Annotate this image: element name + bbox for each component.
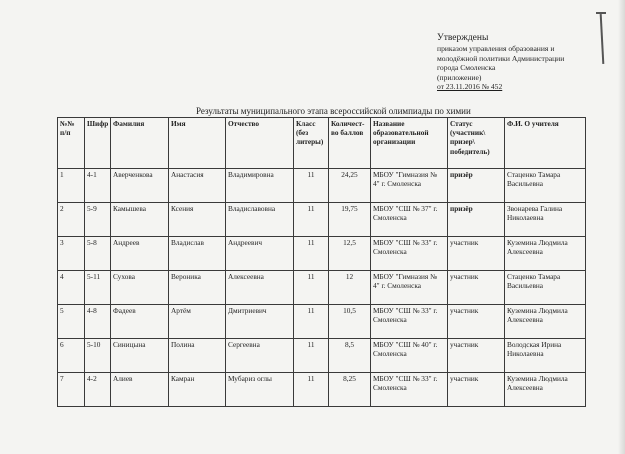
col-header: Статус (участник\ призер\ победитель) xyxy=(448,118,505,169)
col-header: №№ п/п xyxy=(58,118,85,169)
table-row xyxy=(58,373,586,407)
participant-code: 4-2 xyxy=(85,373,111,407)
school-cell: МБОУ "Гимназия № 4" г. Смоленска xyxy=(371,271,448,305)
table-row xyxy=(58,169,586,203)
score-cell: 10,5 xyxy=(329,305,371,339)
col-header: Отчество xyxy=(226,118,294,169)
table-row xyxy=(58,339,586,373)
patronymic-cell: Сергеевна xyxy=(226,339,294,373)
status-cell: участник xyxy=(448,373,505,407)
approval-line: города Смоленска xyxy=(437,63,496,73)
name-cell: Камран xyxy=(169,373,226,407)
participant-code: 5-8 xyxy=(85,237,111,271)
score-cell: 8,5 xyxy=(329,339,371,373)
col-header: Класс (без литеры) xyxy=(294,118,329,169)
table-row xyxy=(58,305,586,339)
participant-code: 4-8 xyxy=(85,305,111,339)
patronymic-cell: Мубариз оглы xyxy=(226,373,294,407)
score-cell: 8,25 xyxy=(329,373,371,407)
score-cell: 12 xyxy=(329,271,371,305)
approval-line: (приложение) xyxy=(437,72,482,82)
surname-cell: Камышева xyxy=(111,203,169,237)
name-cell: Вероника xyxy=(169,271,226,305)
col-header: Количест-во баллов xyxy=(329,118,371,169)
approval-date: от 23.11.2016 № 452 xyxy=(437,82,503,92)
row-number: 1 xyxy=(58,169,85,203)
school-cell: МБОУ "СШ № 37" г. Смоленска xyxy=(371,203,448,237)
school-cell: МБОУ "СШ № 33" г. Смоленска xyxy=(371,373,448,407)
surname-cell: Алиев xyxy=(111,373,169,407)
row-number: 2 xyxy=(58,203,85,237)
staple-mark-top xyxy=(596,12,606,14)
patronymic-cell: Дмитриевич xyxy=(226,305,294,339)
score-cell: 12,5 xyxy=(329,237,371,271)
score-cell: 24,25 xyxy=(329,169,371,203)
col-header: Фамилия xyxy=(111,118,169,169)
school-cell: МБОУ "СШ № 33" г. Смоленска xyxy=(371,305,448,339)
table-row xyxy=(58,237,586,271)
table-row xyxy=(58,271,586,305)
table-row xyxy=(58,203,586,237)
school-cell: МБОУ "СШ № 33" г. Смоленска xyxy=(371,237,448,271)
status-cell: участник xyxy=(448,237,505,271)
teacher-cell: Звонарева Галина Николаевна xyxy=(505,203,586,237)
teacher-cell: Стаценко Тамара Васильевна xyxy=(505,271,586,305)
patronymic-cell: Алексеевна xyxy=(226,271,294,305)
surname-cell: Фадеев xyxy=(111,305,169,339)
status-cell: призёр xyxy=(448,169,505,203)
grade-cell: 11 xyxy=(294,373,329,407)
participant-code: 5-10 xyxy=(85,339,111,373)
teacher-cell: Володская Ирина Николаевна xyxy=(505,339,586,373)
approval-block xyxy=(437,32,597,92)
school-cell: МБОУ "СШ № 40" г. Смоленска xyxy=(371,339,448,373)
grade-cell: 11 xyxy=(294,339,329,373)
row-number: 5 xyxy=(58,305,85,339)
results-table xyxy=(57,117,586,407)
row-number: 3 xyxy=(58,237,85,271)
status-cell: участник xyxy=(448,305,505,339)
col-header: Имя xyxy=(169,118,226,169)
status-cell: участник xyxy=(448,339,505,373)
page-edge-shadow xyxy=(618,0,625,454)
score-cell: 19,75 xyxy=(329,203,371,237)
participant-code: 5-9 xyxy=(85,203,111,237)
name-cell: Анастасия xyxy=(169,169,226,203)
col-header: Название образовательной организации xyxy=(371,118,448,169)
patronymic-cell: Владиславовна xyxy=(226,203,294,237)
participant-code: 4-1 xyxy=(85,169,111,203)
name-cell: Артём xyxy=(169,305,226,339)
name-cell: Владислав xyxy=(169,237,226,271)
document-title: Результаты муниципального этапа всероссийской олимпиады по химии xyxy=(196,106,471,116)
name-cell: Ксения xyxy=(169,203,226,237)
grade-cell: 11 xyxy=(294,169,329,203)
row-number: 6 xyxy=(58,339,85,373)
participant-code: 5-11 xyxy=(85,271,111,305)
col-header: Ф.И. О учителя xyxy=(505,118,586,169)
status-cell: участник xyxy=(448,271,505,305)
grade-cell: 11 xyxy=(294,271,329,305)
row-number: 4 xyxy=(58,271,85,305)
teacher-cell: Куземина Людмила Алексеевна xyxy=(505,237,586,271)
name-cell: Полина xyxy=(169,339,226,373)
surname-cell: Андреев xyxy=(111,237,169,271)
table-header-row xyxy=(58,118,586,169)
status-cell: призёр xyxy=(448,203,505,237)
approval-line: молодёжной политики Администрации xyxy=(437,53,565,63)
staple-mark xyxy=(600,14,605,64)
grade-cell: 11 xyxy=(294,237,329,271)
school-cell: МБОУ "Гимназия № 4" г. Смоленска xyxy=(371,169,448,203)
col-header: Шифр xyxy=(85,118,111,169)
surname-cell: Аверченкова xyxy=(111,169,169,203)
surname-cell: Синицына xyxy=(111,339,169,373)
teacher-cell: Куземина Людмила Алексеевна xyxy=(505,373,586,407)
approval-line: приказом управления образования и xyxy=(437,44,555,53)
row-number: 7 xyxy=(58,373,85,407)
patronymic-cell: Владимировна xyxy=(226,169,294,203)
patronymic-cell: Андреевич xyxy=(226,237,294,271)
approval-heading: Утверждены xyxy=(437,33,489,43)
surname-cell: Сухова xyxy=(111,271,169,305)
grade-cell: 11 xyxy=(294,203,329,237)
teacher-cell: Стаценко Тамара Васильевна xyxy=(505,169,586,203)
grade-cell: 11 xyxy=(294,305,329,339)
teacher-cell: Куземина Людмила Алексеевна xyxy=(505,305,586,339)
